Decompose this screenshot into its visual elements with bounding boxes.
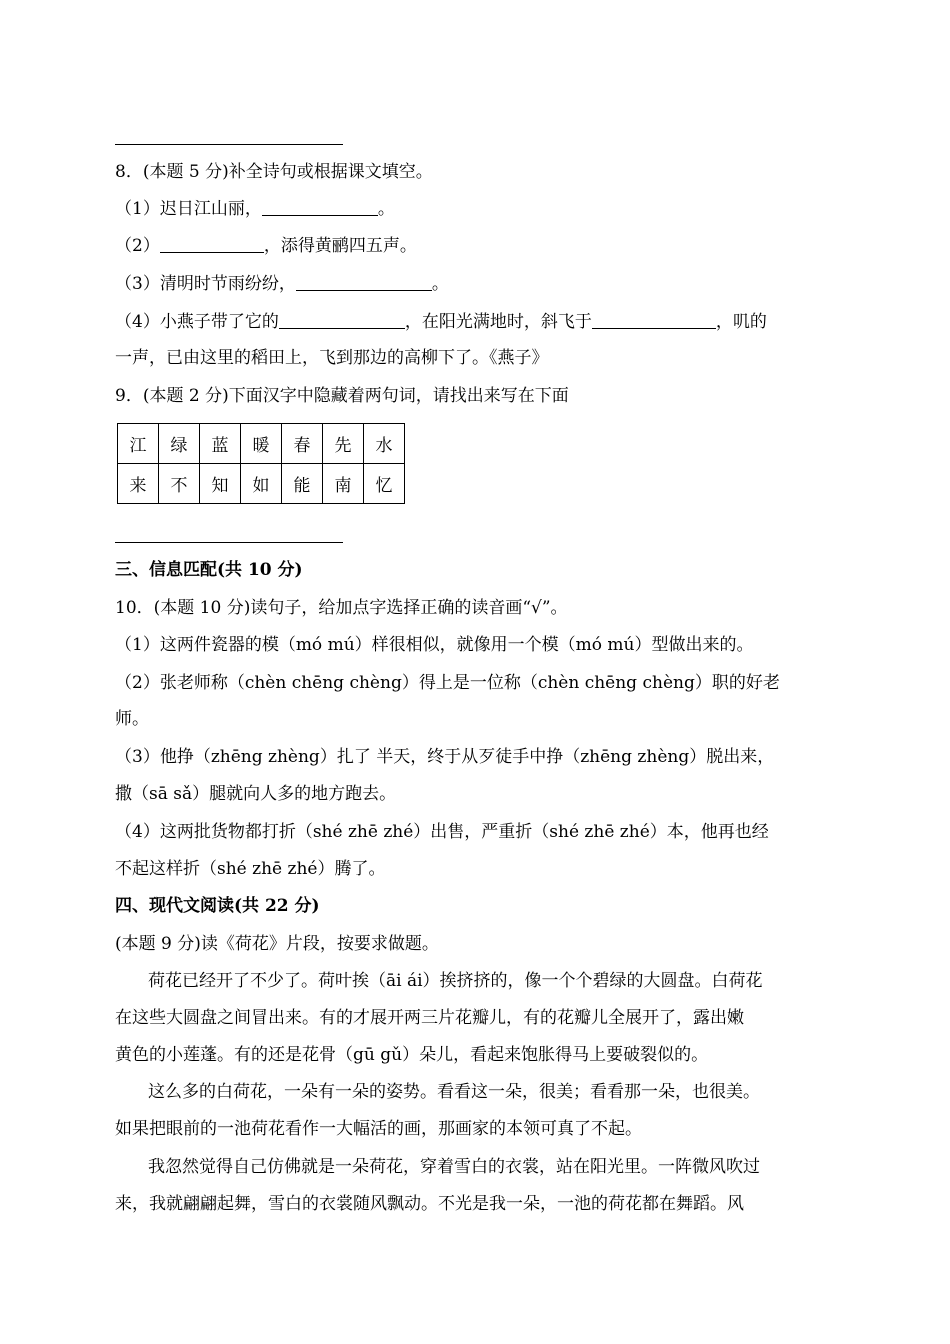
reading-paragraph-3-line-2: 来，我就翩翩起舞，雪白的衣裳随风飘动。不光是我一朵，一池的荷花都在舞蹈。风 [115, 1194, 744, 1214]
q8-blank-2[interactable] [160, 234, 264, 253]
grid-cell: 先 [323, 424, 364, 464]
grid-cell: 春 [282, 424, 323, 464]
q8-item-4-mid: ，在阳光满地时，斜飞于 [404, 312, 592, 332]
grid-cell: 南 [323, 464, 364, 504]
q8-item-4-text: （4）小燕子带了它的 [115, 312, 279, 332]
section-4-title: 四、现代文阅读(共 22 分) [115, 896, 320, 916]
grid-cell: 如 [241, 464, 282, 504]
q8-blank-3[interactable] [296, 272, 432, 291]
q8-item-1-text: （1）迟日江山丽， [115, 199, 262, 219]
q8-item-2 [115, 234, 417, 258]
grid-cell: 能 [282, 464, 323, 504]
grid-cell: 绿 [159, 424, 200, 464]
q10-sentence-2-cont: 师。 [115, 709, 149, 729]
reading-paragraph-2-line-2: 如果把眼前的一池荷花看作一大幅活的画，那画家的本领可真了不起。 [115, 1119, 642, 1139]
reading-paragraph-1-line-2: 在这些大圆盘之间冒出来。有的才展开两三片花瓣儿，有的花瓣儿全展开了，露出嫩 [115, 1008, 744, 1028]
q10-sentence-4-cont: 不起这样折（shé zhē zhé）腾了。 [115, 859, 386, 879]
reading-intro: (本题 9 分)读《荷花》片段，按要求做题。 [115, 934, 439, 954]
q8-item-3-end: 。 [431, 274, 449, 294]
q10-sentence-3-cont: 撒（sā sǎ）腿就向人多的地方跑去。 [115, 784, 397, 804]
q10-sentence-3: （3）他挣（zhēng zhèng）扎了 半天，终于从歹徒手中挣（zhēng zhèng）脱出来， [115, 747, 775, 767]
q9-header: 9．(本题 2 分)下面汉字中隐藏着两句词，请找出来写在下面 [115, 386, 569, 406]
q8-item-3 [115, 272, 449, 296]
q10-sentence-4: （4）这两批货物都打折（shé zhē zhé）出售，严重折（shé zhē zhé）本，他再也经 [115, 822, 769, 842]
grid-cell: 知 [200, 464, 241, 504]
grid-cell: 蓝 [200, 424, 241, 464]
q10-sentence-2: （2）张老师称（chèn chēng chèng）得上是一位称（chèn chēng chèng）职的好老 [115, 673, 780, 693]
reading-paragraph-1: 荷花已经开了不少了。荷叶挨（āi ái）挨挤挤的，像一个个碧绿的大圆盘。白荷花 [148, 971, 763, 991]
q8-item-2-num: （2） [115, 236, 160, 256]
q8-blank-4[interactable] [279, 310, 405, 329]
q8-header: 8．(本题 5 分)补全诗句或根据课文填空。 [115, 162, 433, 182]
q8-item-4-end: ，叽的 [715, 312, 767, 332]
grid-row [118, 464, 405, 504]
q8-blank-5[interactable] [592, 310, 716, 329]
hidden-words-grid [117, 423, 405, 504]
grid-row [118, 424, 405, 464]
q8-item-1-end: 。 [377, 199, 395, 219]
answer-line-top [115, 144, 343, 145]
q8-item-4 [115, 310, 767, 334]
reading-paragraph-1-line-3: 黄色的小莲蓬。有的还是花骨（gū gǔ）朵儿，看起来饱胀得马上要破裂似的。 [115, 1045, 709, 1065]
reading-paragraph-2: 这么多的白荷花，一朵有一朵的姿势。看看这一朵，很美；看看那一朵，也很美。 [148, 1082, 760, 1102]
q10-sentence-1: （1）这两件瓷器的模（mó mú）样很相似，就像用一个模（mó mú）型做出来的。 [115, 635, 754, 655]
q8-item-4-cont: 一声，已由这里的稻田上，飞到那边的高柳下了。《燕子》 [115, 348, 549, 368]
answer-line-q9[interactable] [115, 542, 343, 543]
q8-blank-1[interactable] [262, 197, 378, 216]
section-3-title: 三、信息匹配(共 10 分) [115, 560, 303, 580]
q10-header: 10．(本题 10 分)读句子，给加点字选择正确的读音画“√”。 [115, 598, 568, 618]
grid-cell: 水 [364, 424, 405, 464]
grid-cell: 暖 [241, 424, 282, 464]
grid-cell: 忆 [364, 464, 405, 504]
q8-item-3-text: （3）清明时节雨纷纷， [115, 274, 296, 294]
grid-cell: 江 [118, 424, 159, 464]
grid-cell: 不 [159, 464, 200, 504]
q8-item-2-text: ，添得黄鹂四五声。 [263, 236, 417, 256]
grid-cell: 来 [118, 464, 159, 504]
q8-item-1 [115, 197, 395, 221]
reading-paragraph-3: 我忽然觉得自己仿佛就是一朵荷花，穿着雪白的衣裳，站在阳光里。一阵微风吹过 [148, 1157, 760, 1177]
